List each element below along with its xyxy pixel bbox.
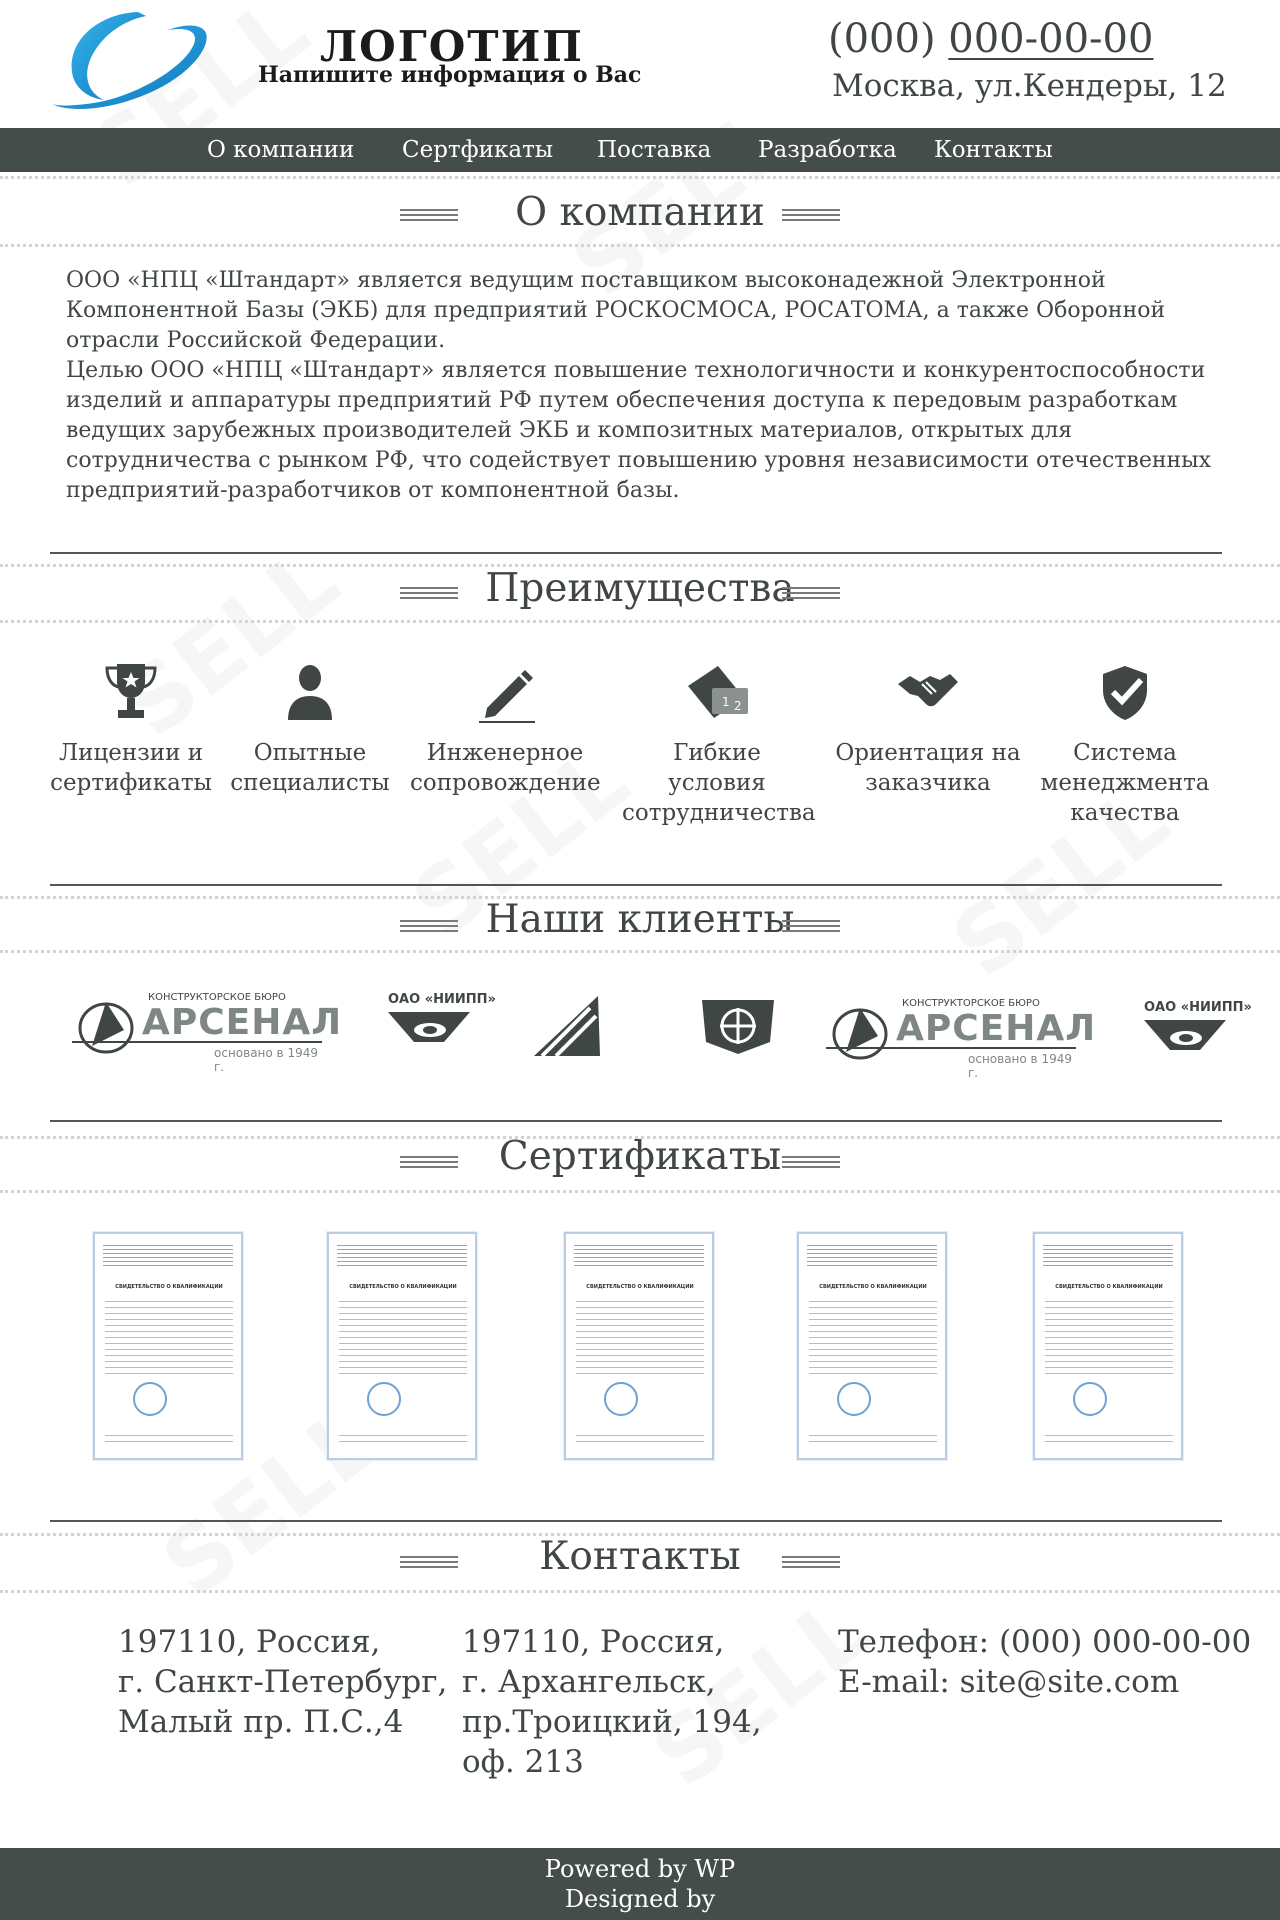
advantage-label: Гибкие условия сотрудничества xyxy=(622,740,816,826)
nav-item-development[interactable]: Разработка xyxy=(758,137,897,163)
certificate-heading: СВИДЕТЕЛЬСТВО О КВАЛИФИКАЦИИ xyxy=(819,1284,927,1290)
advantage-label: Лицензии и сертификаты xyxy=(50,740,212,796)
title-ornament xyxy=(782,1556,840,1568)
contact-phone-email xyxy=(838,1622,1251,1702)
divider xyxy=(0,1190,1280,1193)
logo-title: ЛОГОТИП xyxy=(320,22,584,71)
divider xyxy=(50,1520,1222,1522)
client-logo-niipp[interactable] xyxy=(1140,998,1252,1058)
stamp-icon xyxy=(604,1382,638,1416)
advantage-item xyxy=(215,660,405,798)
divider xyxy=(50,552,1222,554)
arsenal-caption: КОНСТРУКТОРСКОЕ БЮРО xyxy=(902,998,1040,1009)
contact-phone[interactable]: Телефон: (000) 000-00-00 xyxy=(838,1624,1252,1660)
footer-powered-by: Powered by WP xyxy=(544,1855,736,1883)
client-logo-niipp[interactable] xyxy=(384,990,496,1050)
niipp-name: ОАО «НИИПП» xyxy=(388,992,496,1007)
advantage-label: Опытные специалисты xyxy=(230,740,390,796)
phone-code: (000) xyxy=(828,16,936,62)
client-logo-arsenal[interactable] xyxy=(826,994,1097,1080)
svg-text:1: 1 xyxy=(722,695,730,709)
divider xyxy=(50,1120,1222,1122)
client-logo-shield[interactable] xyxy=(698,996,778,1056)
certificate-thumbnail[interactable] xyxy=(1033,1232,1183,1460)
advantage-item xyxy=(410,660,600,798)
about-paragraph-2: Целью ООО «НПЦ «Штандарт» является повышение технологичности и конкурентоспособности изделий и аппаратуры предприятий РФ путем обеспечения доступа к передовым разработкам ведущих зарубежных производителей ЭКБ и композитных материалов, открытых для сотрудничества с рынком РФ, что содействует повышению уровня независимости отечественных предприятий-разработчиков от компонентной базы. xyxy=(66,358,1212,503)
shield-check-icon xyxy=(1095,660,1155,724)
logo-subtitle: Напишите информация о Вас xyxy=(258,62,642,88)
svg-text:2: 2 xyxy=(734,699,742,713)
trophy-icon xyxy=(101,660,161,724)
certificate-thumbnail[interactable] xyxy=(564,1232,714,1460)
title-ornament xyxy=(782,920,840,932)
person-icon xyxy=(280,660,340,724)
arsenal-founded: основано в 1949 г. xyxy=(968,1052,1072,1080)
arsenal-founded: основано в 1949 г. xyxy=(214,1046,318,1074)
header-address: Москва, ул.Кендеры, 12 xyxy=(832,68,1227,104)
certificate-thumbnail[interactable] xyxy=(93,1232,243,1460)
about-text xyxy=(66,266,1236,506)
footer-designed-by: Designed by xyxy=(564,1885,716,1913)
header-phone[interactable] xyxy=(828,16,1153,62)
divider xyxy=(0,1590,1280,1593)
phone-number-link[interactable]: 000-00-00 xyxy=(948,16,1154,62)
main-nav xyxy=(0,128,1280,172)
divider xyxy=(0,950,1280,953)
about-paragraph-1: ООО «НПЦ «Штандарт» является ведущим поставщиком высоконадежной Электронной Компонентной Базы (ЭКБ) для предприятий РОСКОСМОСА, РОСАТОМА, а также Оборонной отрасли Российской Федерации. xyxy=(66,268,1166,353)
client-logo-triangle[interactable] xyxy=(534,994,604,1058)
divider xyxy=(0,244,1280,247)
contact-address-arkhangelsk: 197110, Россия, г. Архангельск, пр.Троицкий, 194, оф. 213 xyxy=(462,1624,762,1780)
advantage-item xyxy=(833,660,1023,798)
arsenal-caption: КОНСТРУКТОРСКОЕ БЮРО xyxy=(148,992,286,1003)
section-title-advantages: Преимущества xyxy=(485,566,795,611)
certificate-thumbnail[interactable] xyxy=(327,1232,477,1460)
nav-item-about[interactable]: О компании xyxy=(207,137,355,163)
section-title-certificates: Сертификаты xyxy=(498,1134,782,1179)
nav-item-delivery[interactable]: Поставка xyxy=(597,137,712,163)
arsenal-name: АРСЕНАЛ xyxy=(896,1008,1097,1049)
certificate-heading: СВИДЕТЕЛЬСТВО О КВАЛИФИКАЦИИ xyxy=(115,1284,223,1290)
handshake-icon xyxy=(896,660,960,724)
section-title-about: О компании xyxy=(515,190,765,235)
nav-item-certificates[interactable]: Сертфикаты xyxy=(402,137,554,163)
arsenal-name: АРСЕНАЛ xyxy=(142,1002,343,1043)
contact-email[interactable]: E-mail: site@site.com xyxy=(838,1664,1180,1700)
advantage-item xyxy=(622,660,816,828)
section-title-clients: Наши клиенты xyxy=(485,897,795,942)
pencil-icon xyxy=(475,660,535,724)
certificate-heading: СВИДЕТЕЛЬСТВО О КВАЛИФИКАЦИИ xyxy=(349,1284,457,1290)
certificate-heading: СВИДЕТЕЛЬСТВО О КВАЛИФИКАЦИИ xyxy=(1055,1284,1163,1290)
certificate-heading: СВИДЕТЕЛЬСТВО О КВАЛИФИКАЦИИ xyxy=(586,1284,694,1290)
title-ornament xyxy=(782,1156,840,1168)
divider xyxy=(0,176,1280,179)
client-logo-arsenal[interactable] xyxy=(72,988,343,1074)
advantage-label: Ориентация на заказчика xyxy=(835,740,1021,796)
contact-address-spb: 197110, Россия, г. Санкт-Петербург, Малый пр. П.С.,4 xyxy=(118,1624,448,1740)
title-ornament xyxy=(782,209,840,221)
nav-item-contacts[interactable]: Контакты xyxy=(934,137,1053,163)
section-title-contacts: Контакты xyxy=(539,1534,741,1579)
footer xyxy=(0,1848,1280,1920)
advantage-label: Система менеджмента качества xyxy=(1040,740,1210,826)
certificate-thumbnail[interactable] xyxy=(797,1232,947,1460)
stamp-icon xyxy=(133,1382,167,1416)
divider xyxy=(50,884,1222,886)
niipp-name: ОАО «НИИПП» xyxy=(1144,1000,1252,1015)
advantage-item xyxy=(1030,660,1220,828)
title-ornament xyxy=(782,587,840,599)
advantage-label: Инженерное сопровождение xyxy=(410,740,601,796)
stamp-icon xyxy=(1073,1382,1107,1416)
advantage-item xyxy=(36,660,226,798)
divider xyxy=(0,620,1280,623)
cards-icon xyxy=(682,660,752,724)
logo-icon[interactable] xyxy=(46,8,212,120)
stamp-icon xyxy=(837,1382,871,1416)
stamp-icon xyxy=(367,1382,401,1416)
